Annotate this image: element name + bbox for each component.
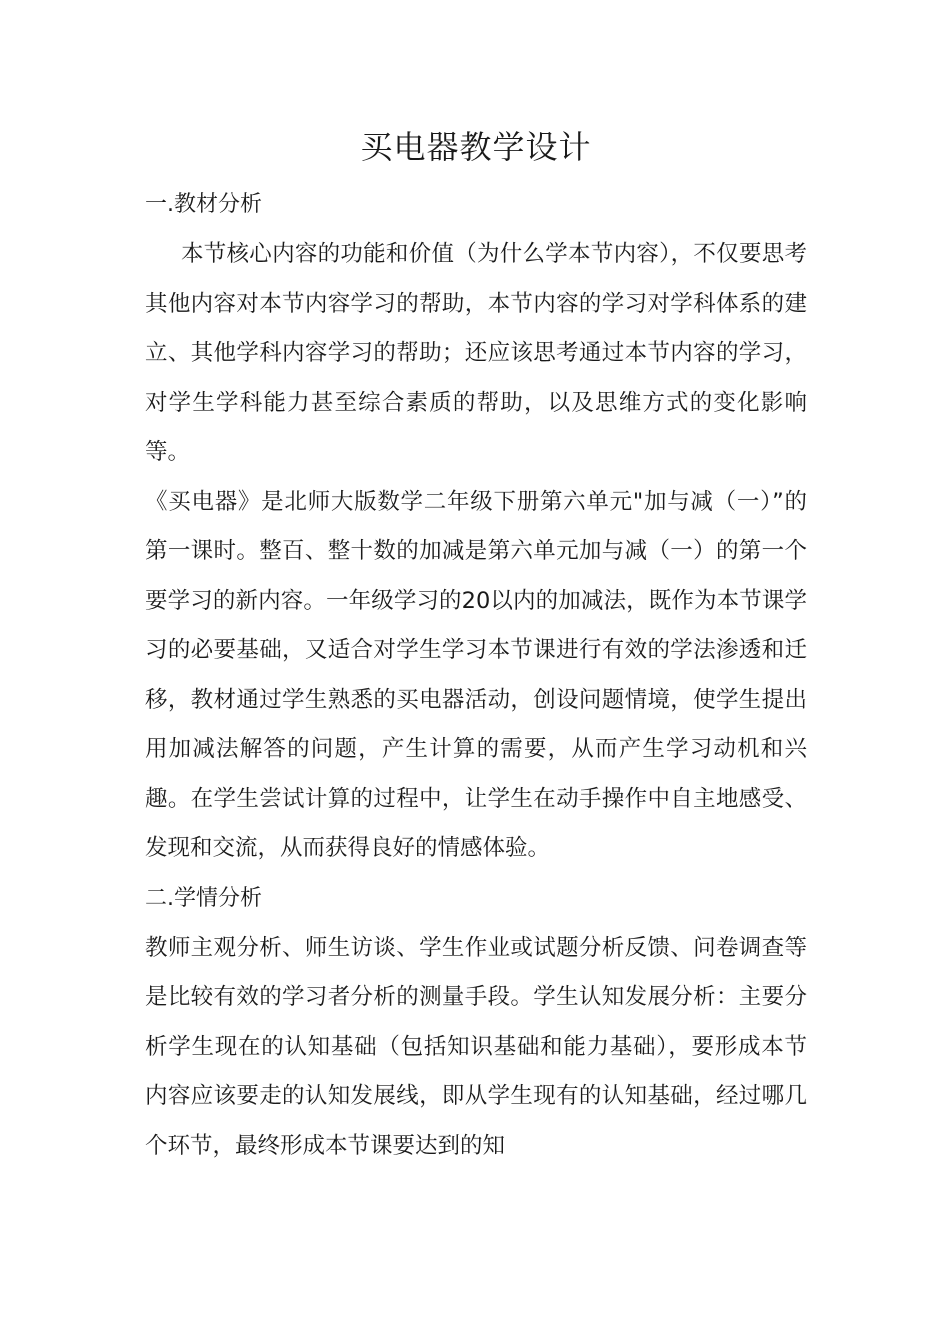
- paragraph-core-content: 本节核心内容的功能和价值（为什么学本节内容），不仅要思考其他内容对本节内容学习的帮助，本节内容的学习对学科体系的建立、其他学科内容学习的帮助；还应该思考通过本节内容的学习，对学生学科能力甚至综合素质的帮助，以及思维方式的变化影响等。: [145, 241, 807, 465]
- section-heading-textbook-analysis: 一.教材分析: [145, 192, 262, 217]
- document-page: [145, 120, 807, 1171]
- paragraph-textbook-description: 《买电器》是北师大版数学二年级下册第六单元"加与减（一）”的第一课时。整百、整十数的加减是第六单元加与减（一）的第一个要学习的新内容。一年级学习的20以内的加减法，既作为本节课学习的必要基础，又适合对学生学习本节课进行有效的学法渗透和迁移，教材通过学生熟悉的买电器活动，创设问题情境，使学生提出用加减法解答的问题，产生计算的需要，从而产生学习动机和兴趣。在学生尝试计算的过程中，让学生在动手操作中自主地感受、发现和交流，从而获得良好的情感体验。: [145, 488, 807, 861]
- paragraph-learner-analysis: 教师主观分析、师生访谈、学生作业或试题分析反馈、问卷调查等是比较有效的学习者分析的测量手段。学生认知发展分析：主要分析学生现在的认知基础（包括知识基础和能力基础），要形成本节内容应该要走的认知发展线，即从学生现有的认知基础，经过哪几个环节，最终形成本节课要达到的知: [145, 934, 807, 1159]
- section-heading-learner-analysis: 二.学情分析: [145, 885, 262, 911]
- document-title: 买电器教学设计: [360, 128, 592, 166]
